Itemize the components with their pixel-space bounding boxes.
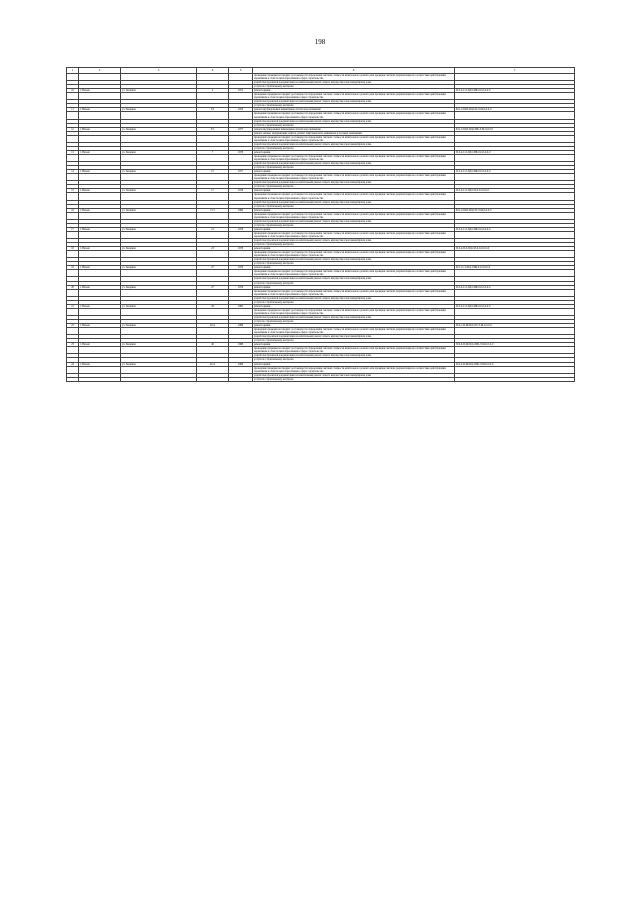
empty-cell: [455, 174, 575, 181]
work-cell: ремонт крыши: [253, 343, 455, 347]
empty-cell: [67, 212, 79, 219]
work-cell: ремонт крыши: [253, 189, 455, 193]
empty-cell: [229, 74, 253, 81]
code-cell: П-5-4-С-0-ПД-СИБ-0-0-0-0-0-0: [455, 304, 575, 308]
empty-cell: [67, 377, 79, 381]
empty-cell: [79, 270, 121, 277]
empty-cell: [229, 377, 253, 381]
year-cell: 1978: [229, 150, 253, 154]
table-subrow: [67, 347, 575, 354]
code-cell: П-5-4-С-0-ПД-СИБ-0-0-0-0-0-0: [455, 285, 575, 289]
year-cell: 1988: [229, 362, 253, 366]
empty-cell: [121, 174, 197, 181]
year-cell: 1977: [229, 127, 253, 131]
city-cell: г. Назым: [79, 304, 121, 308]
work-cell: разработка проектной документации на капитальный ремонт общего имущества в многоквартирном доме: [253, 100, 455, 104]
house-cell: 17: [197, 189, 229, 193]
empty-cell: [197, 270, 229, 277]
empty-cell: [121, 74, 197, 81]
empty-cell: [455, 347, 575, 354]
table-subrow: [67, 328, 575, 335]
work-cell: услуги по строительному контролю: [253, 204, 455, 208]
empty-cell: [79, 366, 121, 373]
empty-cell: [79, 328, 121, 335]
page-number: 198: [314, 38, 326, 46]
empty-cell: [67, 74, 79, 81]
year-cell: 1978: [229, 247, 253, 251]
work-cell: разработка проектной документации на капитальный ремонт общего имущества в многоквартирном доме: [253, 296, 455, 300]
work-cell: ремонт крыши: [253, 150, 455, 154]
empty-cell: [121, 308, 197, 315]
house-cell: 21: [197, 227, 229, 231]
work-cell: ремонт крыши: [253, 324, 455, 328]
empty-cell: [67, 347, 79, 354]
empty-cell: [67, 308, 79, 315]
row-number: 24: [67, 362, 79, 366]
table-subrow: [67, 289, 575, 296]
code-cell: П-5-4-С-0-ПД-СИБ-0-0-0-0-0-0: [455, 150, 575, 154]
code-cell: Б-9-1-П-Ш-ПД-СП-Э-М-0-0-0-0: [455, 108, 575, 112]
street-cell: ул. Звезрина: [121, 150, 197, 154]
empty-cell: [67, 328, 79, 335]
code-cell: П-5-4-С-0-ПД-СИБ-0-0-0-0-0-0: [455, 170, 575, 174]
city-cell: г. Назым: [79, 285, 121, 289]
empty-cell: [455, 231, 575, 238]
empty-cell: [67, 231, 79, 238]
work-cell: ремонт внутридомовых инженерных систем водоснабжения: [253, 108, 455, 112]
work-cell: проведение проверки на предмет достоверности определения сметной стоимости капитального ремонта или проверки сметной документации на соответствие действующим нормативам в области ценообразования в сфере строительства: [253, 347, 455, 354]
empty-cell: [229, 366, 253, 373]
work-cell: проведение проверки на предмет достоверности определения сметной стоимости капитального ремонта или проверки сметной документации на соответствие действующим нормативам в области ценообразования в сфере строительства: [253, 231, 455, 238]
row-number: 17: [67, 227, 79, 231]
empty-cell: [67, 270, 79, 277]
work-cell: проведение проверки на предмет достоверности определения сметной стоимости капитального ремонта или проверки сметной документации на соответствие действующим нормативам в области ценообразования в сфере строительства: [253, 328, 455, 335]
empty-cell: [121, 93, 197, 100]
empty-cell: [455, 112, 575, 119]
empty-cell: [197, 193, 229, 200]
empty-cell: [197, 174, 229, 181]
row-number: 13: [67, 150, 79, 154]
table-subrow: [67, 270, 575, 277]
table-subrow: [67, 251, 575, 258]
city-cell: г. Назым: [79, 208, 121, 212]
header-cell: 1: [67, 68, 79, 74]
city-cell: г. Назым: [79, 343, 121, 347]
house-cell: 17/1: [197, 208, 229, 212]
empty-cell: [79, 93, 121, 100]
house-cell: 29 А: [197, 324, 229, 328]
row-number: 16: [67, 208, 79, 212]
city-cell: г. Назым: [79, 247, 121, 251]
empty-cell: [121, 231, 197, 238]
empty-cell: [197, 377, 229, 381]
empty-cell: [229, 328, 253, 335]
code-cell: П-5-4-С-0-ПД-СИБ-0-0-0-0-0-0: [455, 89, 575, 93]
work-cell: проведение проверки на предмет достоверности определения сметной стоимости капитального ремонта или проверки сметной документации на соответствие действующим нормативам в области ценообразования в сфере строительства: [253, 212, 455, 219]
house-cell: 3/1: [197, 127, 229, 131]
work-cell: разработка проектной документации на капитальный ремонт общего имущества в многоквартирном доме: [253, 181, 455, 185]
empty-cell: [79, 251, 121, 258]
row-number: 14: [67, 170, 79, 174]
empty-cell: [121, 112, 197, 119]
work-cell: ремонт внутридомовых инженерных систем водоснабжения: [253, 127, 455, 131]
work-cell: проведение проверки на предмет достоверности определения сметной стоимости капитального ремонта или проверки сметной документации на соответствие действующим нормативам в области ценообразования в сфере строительства: [253, 135, 455, 142]
code-cell: П-9-6-П-Ш-ПД-СИБ-Э-М-0-0-0-0: [455, 343, 575, 347]
empty-cell: [229, 212, 253, 219]
empty-cell: [229, 231, 253, 238]
empty-cell: [229, 193, 253, 200]
empty-cell: [121, 328, 197, 335]
work-cell: проведение проверки на предмет достоверности определения сметной стоимости капитального ремонта или проверки сметной документации на соответствие действующим нормативам в области ценообразования в сфере строительства: [253, 308, 455, 315]
work-cell: проведение проверки на предмет достоверности определения сметной стоимости капитального ремонта или проверки сметной документации на соответствие действующим нормативам в области ценообразования в сфере строительства: [253, 251, 455, 258]
empty-cell: [197, 347, 229, 354]
work-cell: проведение проверки на предмет достоверности определения сметной стоимости капитального ремонта или проверки сметной документации на соответствие действующим нормативам в области ценообразования в сфере строительства: [253, 174, 455, 181]
empty-cell: [229, 289, 253, 296]
work-cell: проведение проверки на предмет достоверности определения сметной стоимости капитального ремонта или проверки сметной документации на соответствие действующим нормативам в области ценообразования в сфере строительства: [253, 270, 455, 277]
work-cell: услуги по строительному контролю: [253, 300, 455, 304]
city-cell: г. Назым: [79, 127, 121, 131]
empty-cell: [67, 289, 79, 296]
work-cell: разработка проектной документации на капитальный ремонт общего имущества в многоквартирном доме: [253, 277, 455, 281]
empty-cell: [67, 135, 79, 142]
year-cell: 1972: [229, 89, 253, 93]
table-subrow: [67, 231, 575, 238]
empty-cell: [67, 93, 79, 100]
street-cell: ул. Звезрина: [121, 304, 197, 308]
empty-cell: [121, 377, 197, 381]
header-cell: 6: [253, 68, 455, 74]
empty-cell: [67, 154, 79, 161]
row-number: 15: [67, 189, 79, 193]
empty-cell: [229, 135, 253, 142]
table-subrow: [67, 174, 575, 181]
empty-cell: [229, 308, 253, 315]
empty-cell: [455, 93, 575, 100]
house-cell: 2: [197, 89, 229, 93]
year-cell: 1978: [229, 227, 253, 231]
empty-cell: [197, 251, 229, 258]
work-cell: услуги по строительному контролю: [253, 223, 455, 227]
empty-cell: [121, 347, 197, 354]
work-cell: ремонт крыши: [253, 89, 455, 93]
empty-cell: [197, 366, 229, 373]
work-cell: разработка проектной документации на капитальный ремонт общего имущества в многоквартирном доме: [253, 142, 455, 146]
empty-cell: [79, 174, 121, 181]
house-cell: 29: [197, 304, 229, 308]
house-cell: 40 А: [197, 362, 229, 366]
work-cell: проведение проверки на предмет достоверности определения сметной стоимости капитального ремонта или проверки сметной документации на соответствие действующим нормативам в области ценообразования в сфере строительства: [253, 289, 455, 296]
table-subrow: [67, 366, 575, 373]
empty-cell: [121, 289, 197, 296]
work-cell: услуги по строительному контролю: [253, 104, 455, 108]
row-number: 12: [67, 127, 79, 131]
empty-cell: [121, 251, 197, 258]
house-cell: 3/2: [197, 108, 229, 112]
house-cell: 27: [197, 285, 229, 289]
table-subrow: [67, 154, 575, 161]
work-cell: ремонт крыши: [253, 247, 455, 251]
empty-cell: [79, 154, 121, 161]
empty-cell: [229, 174, 253, 181]
city-cell: г. Назым: [79, 189, 121, 193]
work-cell: ремонт крыши: [253, 266, 455, 270]
street-cell: ул. Звезрина: [121, 89, 197, 93]
empty-cell: [197, 212, 229, 219]
street-cell: ул. Звезрина: [121, 343, 197, 347]
empty-cell: [67, 251, 79, 258]
empty-cell: [197, 308, 229, 315]
empty-cell: [121, 154, 197, 161]
header-cell: 3: [121, 68, 197, 74]
street-cell: ул. Звезрина: [121, 127, 197, 131]
empty-cell: [455, 193, 575, 200]
work-cell: услуги по строительному контролю: [253, 243, 455, 247]
year-cell: 1988: [229, 343, 253, 347]
header-cell: 7: [455, 68, 575, 74]
year-cell: 1978: [229, 189, 253, 193]
header-cell: 5: [229, 68, 253, 74]
work-cell: разработка проектной документации на капитальный ремонт общего имущества в многоквартирном доме: [253, 200, 455, 204]
empty-cell: [197, 74, 229, 81]
house-cell: 40: [197, 343, 229, 347]
work-cell: разработка проектной документации на капитальный ремонт общего имущества в многоквартирном доме: [253, 258, 455, 262]
empty-cell: [121, 212, 197, 219]
city-cell: г. Назым: [79, 266, 121, 270]
work-cell: разработка проектной документации на капитальный ремонт общего имущества в многоквартирном доме: [253, 219, 455, 223]
work-cell: проведение проверки на предмет достоверности определения сметной стоимости капитального ремонта или проверки сметной документации на соответствие действующим нормативам в области ценообразования в сфере строительства: [253, 193, 455, 200]
year-cell: 1982: [229, 304, 253, 308]
work-cell: разработка проектной документации на капитальный ремонт общего имущества в многоквартирном доме: [253, 119, 455, 123]
table-subrow: [67, 112, 575, 119]
work-cell: проведение проверки на предмет достоверности определения сметной стоимости капитального ремонта или проверки сметной документации на соответствие действующим нормативам в области ценообразования в сфере строительства: [253, 154, 455, 161]
empty-cell: [455, 74, 575, 81]
empty-cell: [197, 154, 229, 161]
empty-cell: [67, 193, 79, 200]
row-number: 23: [67, 343, 79, 347]
row-number: 19: [67, 266, 79, 270]
row-number: 22: [67, 324, 79, 328]
empty-cell: [229, 270, 253, 277]
table-subrow: [67, 193, 575, 200]
work-cell: услуги по строительному контролю: [253, 320, 455, 324]
street-cell: ул. Звезрина: [121, 108, 197, 112]
work-cell: разработка проектной документации на капитальный ремонт общего имущества в многоквартирном доме: [253, 162, 455, 166]
empty-cell: [121, 135, 197, 142]
empty-cell: [79, 212, 121, 219]
code-cell: Б-9-1-П-Ш-ПД-СИБ-Э-М-0-0-0-0: [455, 127, 575, 131]
street-cell: ул. Звезрина: [121, 266, 197, 270]
work-cell: услуги по строительному контролю: [253, 358, 455, 362]
row-number: 10: [67, 89, 79, 93]
work-cell: услуги по строительному контролю: [253, 85, 455, 89]
year-cell: 1977: [229, 170, 253, 174]
work-cell: услуги по строительному контролю: [253, 262, 455, 266]
year-cell: 1976: [229, 108, 253, 112]
street-cell: ул. Звезрина: [121, 362, 197, 366]
street-cell: ул. Звезрина: [121, 324, 197, 328]
empty-cell: [67, 112, 79, 119]
work-cell: услуги по строительному контролю: [253, 185, 455, 189]
work-cell: разработка проектной документации на капитальный ремонт общего имущества в многоквартирном доме: [253, 373, 455, 377]
year-cell: 1986: [229, 324, 253, 328]
code-cell: Б-5-1-С-0-ПД-СИБ-0-0-0-0-0-0: [455, 266, 575, 270]
code-cell: П-5-4-С-0-ПД-СП-0-0-0-0-0-0: [455, 189, 575, 193]
empty-cell: [229, 154, 253, 161]
empty-cell: [79, 231, 121, 238]
empty-cell: [229, 112, 253, 119]
header-cell: 2: [79, 68, 121, 74]
house-cell: 7: [197, 150, 229, 154]
empty-cell: [79, 377, 121, 381]
empty-cell: [455, 212, 575, 219]
empty-cell: [455, 154, 575, 161]
year-cell: 1979: [229, 285, 253, 289]
work-cell: услуги по строительному контролю: [253, 377, 455, 381]
empty-cell: [455, 270, 575, 277]
table-subrow: [67, 308, 575, 315]
work-cell: проведение проверки на предмет достоверности определения сметной стоимости капитального ремонта или проверки сметной документации на соответствие действующим нормативам в области ценообразования в сфере строительства: [253, 74, 455, 81]
empty-cell: [79, 289, 121, 296]
row-number: 21: [67, 304, 79, 308]
empty-cell: [455, 377, 575, 381]
work-cell: разработка проектной документации на капитальный ремонт общего имущества в многоквартирном доме: [253, 335, 455, 339]
city-cell: г. Назым: [79, 362, 121, 366]
capital-repair-table: [66, 67, 575, 382]
street-cell: ул. Звезрина: [121, 208, 197, 212]
work-cell: услуги по строительному контролю: [253, 123, 455, 127]
empty-cell: [455, 135, 575, 142]
empty-cell: [197, 93, 229, 100]
table-row-continuation: [67, 74, 575, 81]
empty-cell: [197, 135, 229, 142]
work-cell: ремонт крыши: [253, 304, 455, 308]
empty-cell: [67, 174, 79, 181]
year-cell: 1980: [229, 208, 253, 212]
empty-cell: [197, 112, 229, 119]
table-subrow: [67, 377, 575, 381]
work-cell: разработка проектной документации на капитальный ремонт общего имущества в многоквартирном доме: [253, 315, 455, 319]
work-cell: проведение проверки на предмет достоверности определения сметной стоимости капитального ремонта или проверки сметной документации на соответствие действующим нормативам в области ценообразования в сфере строительства: [253, 112, 455, 119]
code-cell: Б-9-1-П-Ш-ПД-СП-Э-М-0-0-0-0: [455, 208, 575, 212]
work-cell: ремонт крыши: [253, 208, 455, 212]
house-cell: 23: [197, 247, 229, 251]
empty-cell: [197, 231, 229, 238]
city-cell: г. Назым: [79, 324, 121, 328]
row-number: 18: [67, 247, 79, 251]
empty-cell: [79, 308, 121, 315]
work-cell: разработка проектной документации на капитальный ремонт общего имущества в многоквартирном доме: [253, 354, 455, 358]
city-cell: г. Назым: [79, 227, 121, 231]
empty-cell: [79, 135, 121, 142]
empty-cell: [79, 74, 121, 81]
work-cell: проведение проверки на предмет достоверности определения сметной стоимости капитального ремонта или проверки сметной документации на соответствие действующим нормативам в области ценообразования в сфере строительства: [253, 93, 455, 100]
street-cell: ул. Звезрина: [121, 247, 197, 251]
street-cell: ул. Звезрина: [121, 285, 197, 289]
empty-cell: [455, 308, 575, 315]
work-cell: проведение проверки на предмет достоверности определения сметной стоимости капитального ремонта или проверки сметной документации на соответствие действующим нормативам в области ценообразования в сфере строительства: [253, 366, 455, 373]
code-cell: П-5-4-П-0-ПД-СП-0-0-0-0-0-0: [455, 247, 575, 251]
work-cell: услуги по строительному контролю: [253, 281, 455, 285]
header-cell: 4: [197, 68, 229, 74]
empty-cell: [121, 193, 197, 200]
empty-cell: [79, 347, 121, 354]
work-cell: разработка проектной документации на капитальный ремонт общего имущества в многоквартирном доме: [253, 81, 455, 85]
work-cell: услуги по строительному контролю: [253, 339, 455, 343]
street-cell: ул. Звезрина: [121, 170, 197, 174]
work-cell: ремонт крыши: [253, 227, 455, 231]
code-cell: П-5-4-С-0-ПД-СИБ-0-0-0-0-0-0: [455, 227, 575, 231]
work-cell: услуги по строительному контролю: [253, 146, 455, 150]
street-cell: ул. Звезрина: [121, 189, 197, 193]
empty-cell: [121, 366, 197, 373]
empty-cell: [197, 328, 229, 335]
house-cell: 27: [197, 266, 229, 270]
work-cell: разработка проектной документации на капитальный ремонт общего имущества в многоквартирном доме: [253, 239, 455, 243]
row-number: 11: [67, 108, 79, 112]
empty-cell: [79, 112, 121, 119]
empty-cell: [229, 93, 253, 100]
year-cell: 1979: [229, 266, 253, 270]
city-cell: г. Назым: [79, 89, 121, 93]
empty-cell: [455, 328, 575, 335]
empty-cell: [197, 289, 229, 296]
work-cell: ремонт крыши: [253, 170, 455, 174]
empty-cell: [79, 193, 121, 200]
empty-cell: [229, 347, 253, 354]
code-cell: П-9-2-П-Ш-ПД-СИБ-Э-М-0-0-0-0: [455, 362, 575, 366]
table-subrow: [67, 212, 575, 219]
city-cell: г. Назым: [79, 170, 121, 174]
empty-cell: [229, 251, 253, 258]
table-subrow: [67, 135, 575, 142]
house-cell: 15: [197, 170, 229, 174]
row-number: 20: [67, 285, 79, 289]
code-cell: П-9-1-П-Ш-ПД-СП-Э-М-0-0-0-0: [455, 324, 575, 328]
city-cell: г. Назым: [79, 150, 121, 154]
work-cell: услуги по строительному контролю: [253, 166, 455, 170]
empty-cell: [455, 289, 575, 296]
empty-cell: [455, 366, 575, 373]
work-cell: ремонт крыши: [253, 285, 455, 289]
work-cell: ремонт, замена, модернизация лифтов, ремонт лифтовых шахт, машинных и блочных помещений: [253, 131, 455, 135]
work-cell: ремонт крыши: [253, 362, 455, 366]
empty-cell: [67, 366, 79, 373]
empty-cell: [121, 270, 197, 277]
table-subrow: [67, 93, 575, 100]
empty-cell: [455, 251, 575, 258]
street-cell: ул. Звезрина: [121, 227, 197, 231]
city-cell: г. Назым: [79, 108, 121, 112]
